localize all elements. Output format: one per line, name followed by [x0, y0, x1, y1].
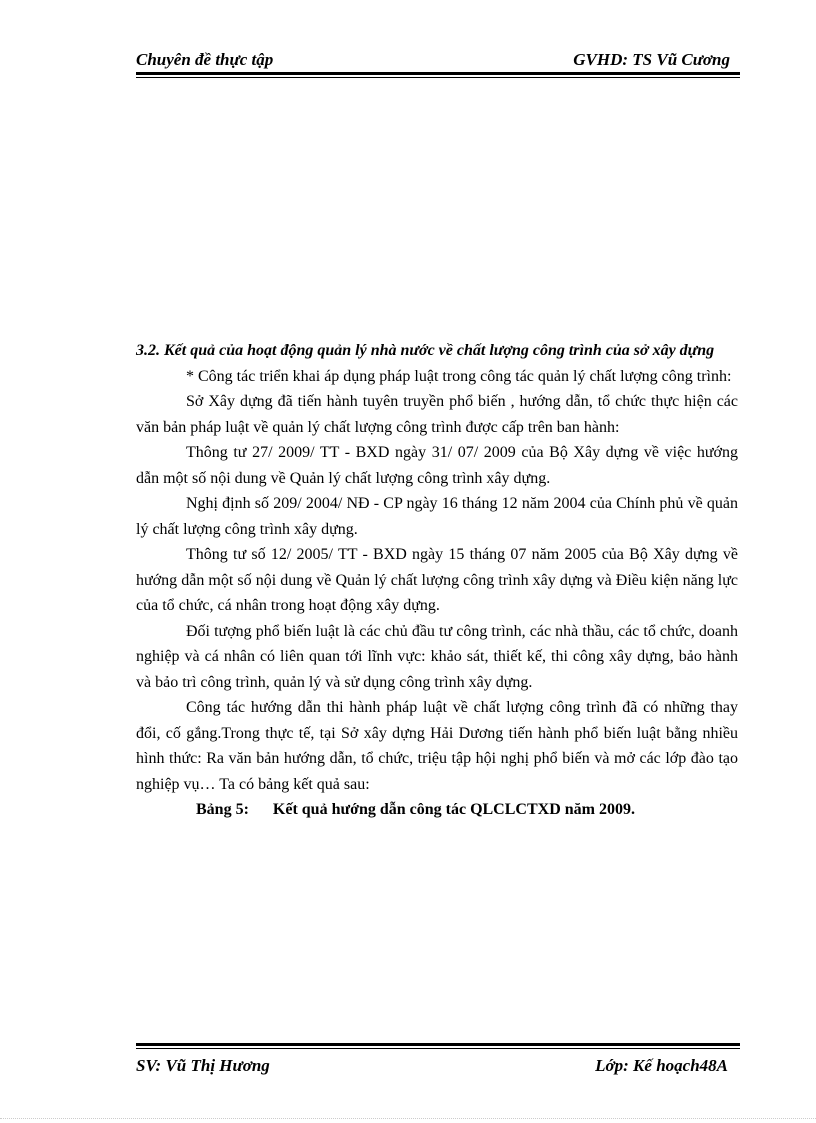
section-title: 3.2. Kết quả của hoạt động quản lý nhà nước về chất lượng công trình của sở xây dựng: [136, 342, 715, 359]
header-topic: Chuyên đề thực tập: [136, 50, 274, 69]
page-bottom-edge: [0, 1118, 816, 1120]
footer-rule-thin: [136, 1048, 740, 1049]
paragraph: * Công tác triển khai áp dụng pháp luật trong công tác quản lý chất lượng công trình:: [186, 367, 732, 385]
paragraph: Công tác hướng dẫn thi hành pháp luật về chất lượng công trình đã có những thay đổi, cố gắng.Trong thực tế, tại Sở xây dựng Hải Dương tiến hành phổ biến luật bằng nhiều hình thức: Ra văn bản hướng dẫn, tổ chức, triệu tập hội nghị phổ biến và mở các lớp đào tạo nghiệp vụ… Ta có bảng kết quả sau:: [136, 699, 738, 793]
footer-class: Lớp: Kế hoạch48A: [595, 1056, 728, 1075]
table-caption-text: Kết quả hướng dẫn công tác QLCLCTXD năm 2009.: [272, 801, 635, 818]
paragraph: Thông tư 27/ 2009/ TT - BXD ngày 31/ 07/ 2009 của Bộ Xây dựng về việc hướng dẫn một số nội dung về Quản lý chất lượng công trình xây dựng.: [136, 444, 738, 487]
page-header: [136, 46, 740, 74]
page-footer: [136, 1052, 740, 1080]
footer-student: SV: Vũ Thị Hương: [136, 1056, 270, 1075]
table-caption-label: Bảng 5:: [196, 801, 249, 818]
paragraph: Đối tượng phổ biến luật là các chủ đầu tư công trình, các nhà thầu, các tổ chức, doanh nghiệp và cá nhân có liên quan tới lĩnh vực: khảo sát, thiết kế, thi công xây dựng, bảo hành và bảo trì công trình, quản lý và sử dụng công trình xây dựng.: [136, 622, 738, 691]
header-rule-thin: [136, 77, 740, 78]
paragraph: Sở Xây dựng đã tiến hành tuyên truyền phổ biến , hướng dẫn, tổ chức thực hiện các văn bản pháp luật về quản lý chất lượng công trình được cấp trên ban hành:: [136, 393, 738, 436]
paragraph: Nghị định số 209/ 2004/ NĐ - CP ngày 16 tháng 12 năm 2004 của Chính phủ về quản lý chất lượng công trình xây dựng.: [136, 495, 738, 538]
document-body: [136, 338, 738, 823]
header-rule-thick: [136, 72, 740, 75]
paragraph: Thông tư số 12/ 2005/ TT - BXD ngày 15 tháng 07 năm 2005 của Bộ Xây dựng về hướng dẫn một số nội dung về Quản lý chất lượng công trình xây dựng và Điều kiện năng lực của tổ chức, cá nhân trong hoạt động xây dựng.: [136, 546, 738, 614]
header-supervisor: GVHD: TS Vũ Cương: [573, 50, 730, 69]
footer-rule-thick: [136, 1043, 740, 1046]
table-caption: [136, 797, 738, 823]
